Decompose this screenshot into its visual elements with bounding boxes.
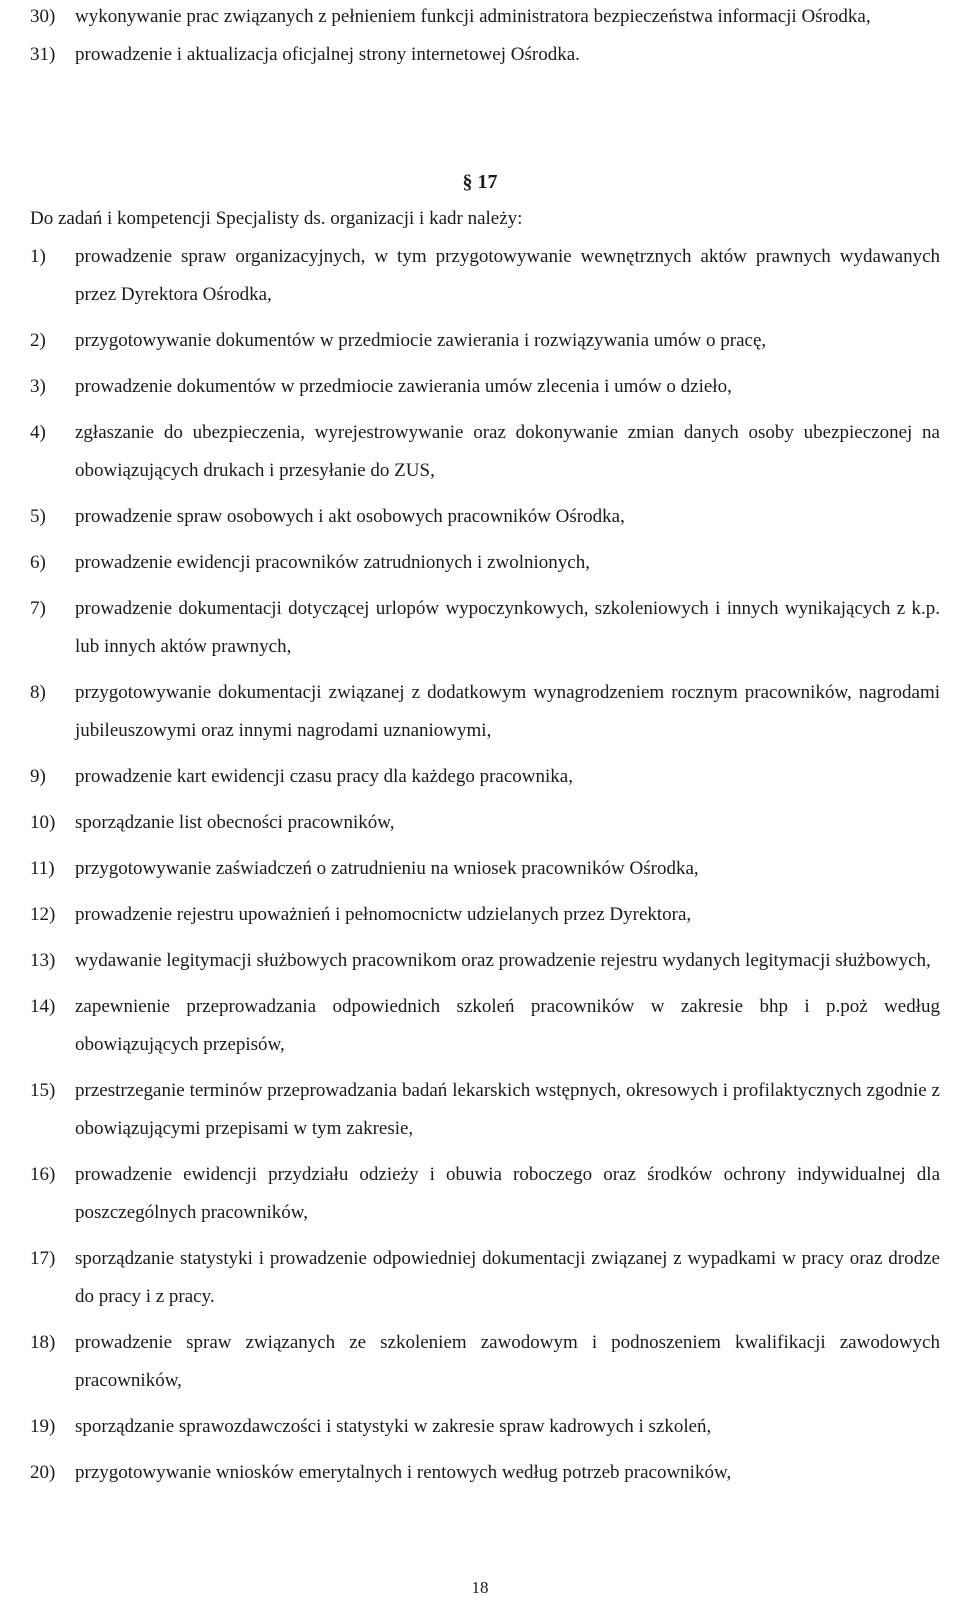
list-item-text: zgłaszanie do ubezpieczenia, wyrejestrowywanie oraz dokonywanie zmian danych osoby ubezpieczonej na obowiązujących drukach i przesyłanie do ZUS, bbox=[75, 422, 940, 481]
list-item-text: sporządzanie sprawozdawczości i statystyki w zakresie spraw kadrowych i szkoleń, bbox=[75, 1416, 712, 1437]
list-item-text: prowadzenie kart ewidencji czasu pracy dla każdego pracownika, bbox=[75, 766, 573, 787]
list-item-text: sporządzanie statystyki i prowadzenie odpowiedniej dokumentacji związanej z wypadkami w pracy oraz drodze do pracy i z pracy. bbox=[75, 1248, 940, 1307]
list-item-text: wykonywanie prac związanych z pełnieniem funkcji administratora bezpieczeństwa informacji Ośrodka, bbox=[75, 6, 871, 27]
list-item-number: 17) bbox=[30, 1248, 56, 1269]
duties-list bbox=[30, 238, 940, 1500]
list-item-text: przygotowywanie wniosków emerytalnych i rentowych według potrzeb pracowników, bbox=[75, 1462, 732, 1483]
list-item-text: przygotowywanie dokumentów w przedmiocie zawierania i rozwiązywania umów o pracę, bbox=[75, 330, 767, 351]
list-item-number: 6) bbox=[30, 552, 46, 573]
list-item bbox=[30, 498, 940, 536]
list-item-text: przygotowywanie zaświadczeń o zatrudnieniu na wniosek pracowników Ośrodka, bbox=[75, 858, 699, 879]
list-item bbox=[30, 942, 940, 980]
list-item-text: prowadzenie rejestru upoważnień i pełnomocnictw udzielanych przez Dyrektora, bbox=[75, 904, 692, 925]
list-item bbox=[30, 238, 940, 314]
section-heading: § 17 bbox=[462, 171, 498, 193]
list-item bbox=[30, 1408, 940, 1446]
list-item bbox=[30, 1324, 940, 1400]
list-item-text: przestrzeganie terminów przeprowadzania badań lekarskich wstępnych, okresowych i profilaktycznych zgodnie z obowiązującymi przepisami w tym zakresie, bbox=[75, 1080, 940, 1139]
list-item-number: 13) bbox=[30, 950, 56, 971]
list-item-number: 2) bbox=[30, 330, 46, 351]
list-item-text: wydawanie legitymacji służbowych pracownikom oraz prowadzenie rejestru wydanych legitymacji służbowych, bbox=[75, 950, 931, 971]
list-item-number: 10) bbox=[30, 812, 56, 833]
list-item-text: prowadzenie spraw związanych ze szkoleniem zawodowym i podnoszeniem kwalifikacji zawodowych pracowników, bbox=[75, 1332, 940, 1391]
list-item-number: 3) bbox=[30, 376, 46, 397]
list-item-text: prowadzenie dokumentacji dotyczącej urlopów wypoczynkowych, szkoleniowych i innych wynikających z k.p. lub innych aktów prawnych, bbox=[75, 598, 940, 657]
list-item bbox=[30, 544, 940, 582]
list-item-text: prowadzenie i aktualizacja oficjalnej strony internetowej Ośrodka. bbox=[75, 44, 580, 65]
list-item-number: 30) bbox=[30, 6, 56, 27]
list-item-number: 8) bbox=[30, 682, 46, 703]
list-item-number: 5) bbox=[30, 506, 46, 527]
list-item bbox=[30, 36, 940, 74]
list-item bbox=[30, 674, 940, 750]
list-item-number: 4) bbox=[30, 422, 46, 443]
list-item bbox=[30, 368, 940, 406]
list-item-text: zapewnienie przeprowadzania odpowiednich szkoleń pracowników w zakresie bhp i p.poż według obowiązujących przepisów, bbox=[75, 996, 940, 1055]
list-item-text: prowadzenie ewidencji pracowników zatrudnionych i zwolnionych, bbox=[75, 552, 590, 573]
list-item bbox=[30, 804, 940, 842]
list-item bbox=[30, 758, 940, 796]
list-item bbox=[30, 414, 940, 490]
page-number: 18 bbox=[471, 1578, 489, 1597]
list-item bbox=[30, 1156, 940, 1232]
list-item bbox=[30, 1454, 940, 1492]
list-item bbox=[30, 1072, 940, 1148]
list-item bbox=[30, 0, 940, 36]
list-item bbox=[30, 322, 940, 360]
list-item-number: 12) bbox=[30, 904, 56, 925]
list-item-text: prowadzenie ewidencji przydziału odzieży i obuwia roboczego oraz środków ochrony indywidualnej dla poszczególnych pracowników, bbox=[75, 1164, 940, 1223]
list-item-number: 19) bbox=[30, 1416, 56, 1437]
list-item-text: sporządzanie list obecności pracowników, bbox=[75, 812, 395, 833]
list-item-text: przygotowywanie dokumentacji związanej z dodatkowym wynagrodzeniem rocznym pracowników, nagrodami jubileuszowymi oraz innymi nagrodami uznaniowymi, bbox=[75, 682, 940, 741]
section-intro: Do zadań i kompetencji Specjalisty ds. organizacji i kadr należy: bbox=[30, 208, 523, 229]
list-item bbox=[30, 1240, 940, 1316]
list-item bbox=[30, 850, 940, 888]
list-item-text: prowadzenie spraw osobowych i akt osobowych pracowników Ośrodka, bbox=[75, 506, 625, 527]
list-item-number: 14) bbox=[30, 996, 56, 1017]
list-item-number: 15) bbox=[30, 1080, 56, 1101]
list-item bbox=[30, 590, 940, 666]
list-item bbox=[30, 896, 940, 934]
previous-section-list bbox=[30, 0, 940, 74]
list-item-number: 9) bbox=[30, 766, 46, 787]
list-item bbox=[30, 988, 940, 1064]
list-item-number: 11) bbox=[30, 858, 55, 879]
list-item-text: prowadzenie spraw organizacyjnych, w tym przygotowywanie wewnętrznych aktów prawnych wydawanych przez Dyrektora Ośrodka, bbox=[75, 246, 940, 305]
list-item-number: 1) bbox=[30, 246, 46, 267]
list-item-number: 31) bbox=[30, 44, 56, 65]
list-item-number: 18) bbox=[30, 1332, 56, 1353]
list-item-number: 16) bbox=[30, 1164, 56, 1185]
list-item-number: 20) bbox=[30, 1462, 56, 1483]
list-item-text: prowadzenie dokumentów w przedmiocie zawierania umów zlecenia i umów o dzieło, bbox=[75, 376, 732, 397]
list-item-number: 7) bbox=[30, 598, 46, 619]
